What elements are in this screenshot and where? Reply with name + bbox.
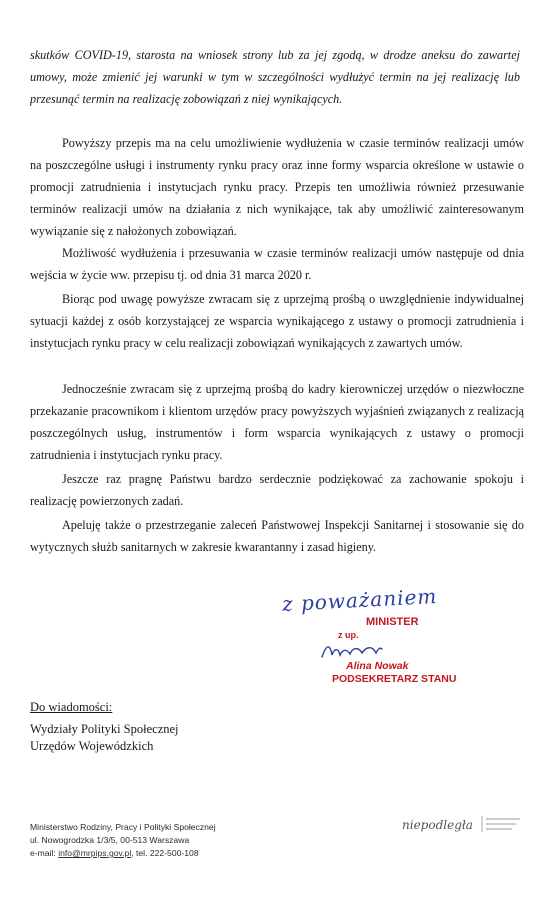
footer-address: ul. Nowogrodzka 1/3/5, 00-513 Warszawa [30, 835, 190, 845]
footer-email-prefix: e-mail: [30, 848, 59, 858]
paragraph-effective-date: Możliwość wydłużenia i przesuwania w czasie terminów realizacji umów następuje od dnia wejścia w życie ww. przepisu tj. od dnia 31 marca 2020 r. [30, 246, 524, 282]
paragraph-request: Biorąc pod uwagę powyższe zwracam się z uprzejmą prośbą o uwzględnienie indywidualnej sytuacji każdej z osób korzystającej ze wsparcia wynikającego z ustawy o promocji zatrudnienia i instytucjach rynku pracy w celu realizacji zobowiązań wynikających z zawartych umów. [30, 292, 524, 350]
notes-label: Do wiadomości: [30, 700, 113, 714]
paragraph-purpose: Powyższy przepis ma na celu umożliwienie wydłużenia w czasie terminów realizacji umów na poszczególne usługi i instrumenty rynku pracy oraz inne formy wsparcia określone w ustawie o promocji zatrudnienia i instytucjach rynku pracy. Przepis ten umożliwia również przesuwanie terminów realizacji umów na działania z nich wynikające, tak aby umożliwić zainteresowanym wywiązanie się z nałożonych zobowiązań. [30, 136, 524, 238]
paragraph-sanitary-appeal: Apeluję także o przestrzeganie zaleceń Państwowej Inspekcji Sanitarnej i stosowanie się do wytycznych służb sanitarnych w zakresie kwarantanny i zasad higieny. [30, 518, 524, 554]
stamp-title: PODSEKRETARZ STANU [332, 673, 457, 685]
footer-phone: , tel. 222-500-108 [131, 848, 199, 858]
stamp-name: Alina Nowak [346, 660, 409, 672]
stamp-minister: MINISTER [366, 616, 419, 628]
notes-recipient: Wydziały Polityki Społecznej [30, 722, 179, 736]
handwritten-regards: z poważaniem [281, 583, 438, 617]
footer-ministry: Ministerstwo Rodziny, Pracy i Polityki Społecznej [30, 822, 216, 832]
paragraph-management-request: Jednocześnie zwracam się z uprzejmą prośbą do kadry kierowniczej urzędów o niezwłoczne przekazanie pracownikom i klientom urzędów pracy powyższych wyjaśnień związanych z realizacją poszczególnych usług, instrumentów i form wsparcia wynikających z ustawy o promocji zatrudnienia i instytucjach rynku pracy. [30, 382, 524, 462]
stamp-on-behalf: z up. [338, 630, 359, 640]
paragraph-thanks: Jeszcze raz pragnę Państwu bardzo serdecznie podziękować za zachowanie spokoju i realizację powierzonych zadań. [30, 472, 524, 508]
niepodlegla-logo [400, 812, 530, 841]
footer-contact [30, 848, 199, 858]
email-link[interactable]: info@mrpips.gov.pl [58, 848, 132, 858]
quoted-provision: skutków COVID-19, starosta na wniosek strony lub za jej zgodą, w drodze aneksu do zawartej umowy, może zmienić jej warunki w tym w szczególności wydłużyć termin na jej realizację lub przesunąć termin na realizację zobowiązań z niej wynikających. [30, 48, 520, 106]
svg-text:niepodległa: niepodległa [402, 818, 473, 832]
notes-recipient: Urzędów Wojewódzkich [30, 739, 154, 753]
